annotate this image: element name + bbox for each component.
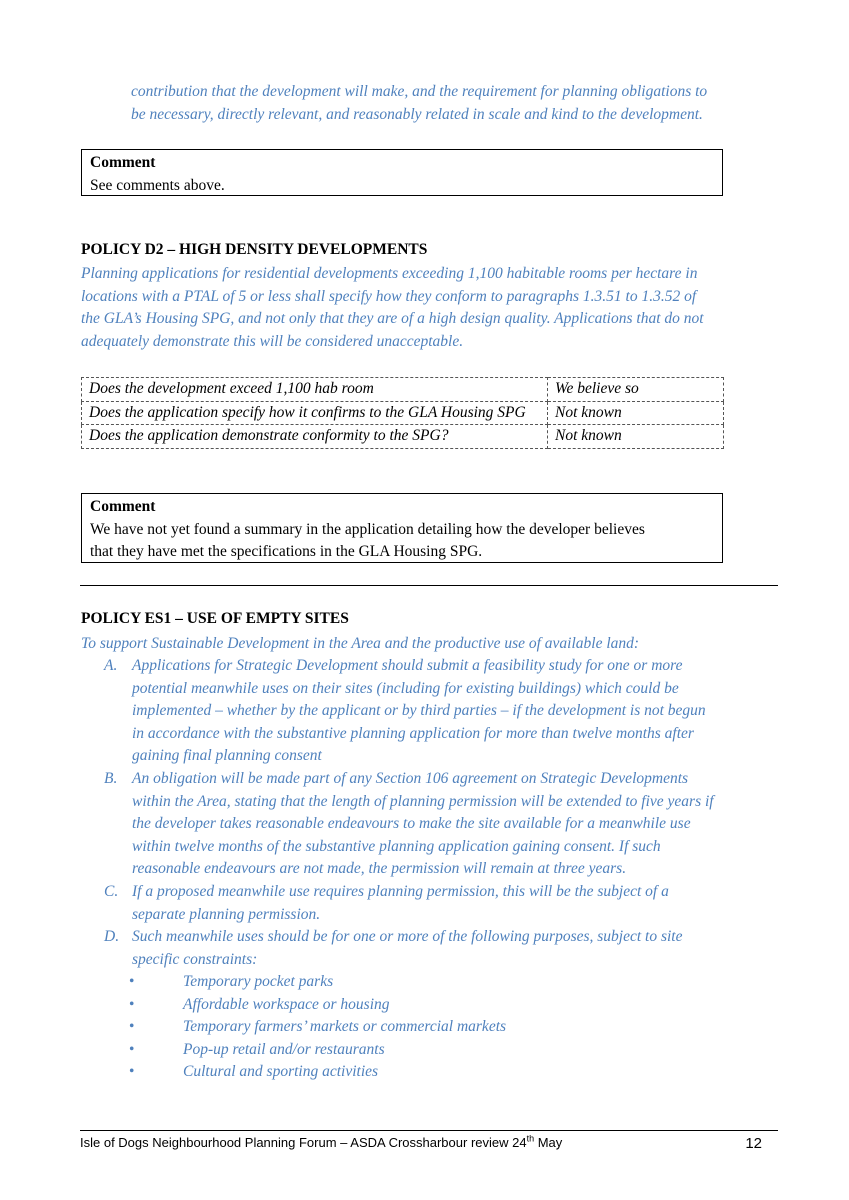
bullet-text: Affordable workspace or housing bbox=[183, 996, 390, 1013]
item-line: within the Area, stating that the length of planning permission will be extended to five years if bbox=[132, 792, 714, 810]
policy-d2-text bbox=[81, 263, 801, 353]
bullet-text: Temporary farmers’ markets or commercial markets bbox=[183, 1018, 507, 1035]
item-line: implemented – whether by the applicant or by third parties – if the development is not begun bbox=[132, 702, 706, 720]
item-line: specific constraints: bbox=[132, 950, 258, 968]
section-divider bbox=[80, 585, 778, 586]
table-question: Does the application demonstrate conformity to the SPG? bbox=[82, 425, 548, 449]
comment-text: that they have met the specifications in the GLA Housing SPG. bbox=[90, 543, 483, 561]
item-line: gaining final planning consent bbox=[132, 747, 322, 765]
item-line: the developer takes reasonable endeavours to make the site available for a meanwhile use bbox=[132, 815, 691, 833]
bullet-text: Cultural and sporting activities bbox=[183, 1063, 379, 1080]
list-letter: B. bbox=[104, 770, 118, 787]
table-row bbox=[82, 378, 724, 402]
bullet-icon: • bbox=[129, 1041, 135, 1058]
policy-line: adequately demonstrate this will be considered unacceptable. bbox=[81, 332, 464, 350]
item-line: reasonable endeavours are not made, the permission will remain at three years. bbox=[132, 860, 627, 878]
list-letter: D. bbox=[104, 928, 120, 945]
footer-month: May bbox=[534, 1135, 563, 1150]
bullet-icon: • bbox=[129, 1018, 135, 1035]
item-line: An obligation will be made part of any Section 106 agreement on Strategic Developments bbox=[132, 770, 689, 787]
table-row bbox=[82, 425, 724, 449]
comment-text: We have not yet found a summary in the application detailing how the developer believes bbox=[90, 520, 645, 538]
page-number: 12 bbox=[745, 1135, 762, 1152]
policy-es1-heading: POLICY ES1 – USE OF EMPTY SITES bbox=[81, 610, 349, 627]
policy-line: locations with a PTAL of 5 or less shall specify how they conform to paragraphs 1.3.51 to 1.3.52 of bbox=[81, 287, 697, 305]
table-question: Does the application specify how it confirms to the GLA Housing SPG bbox=[82, 401, 548, 425]
table-row bbox=[82, 401, 724, 425]
bullet-text: Temporary pocket parks bbox=[183, 973, 334, 990]
item-line: within twelve months of the substantive planning application gaining consent. If such bbox=[132, 837, 661, 855]
policy-d2-heading: POLICY D2 – HIGH DENSITY DEVELOPMENTS bbox=[81, 241, 428, 258]
intro-line: be necessary, directly relevant, and reasonably related in scale and kind to the development. bbox=[131, 105, 703, 123]
footer-text bbox=[80, 1135, 562, 1150]
policy-line: Planning applications for residential developments exceeding 1,100 habitable rooms per hectare in bbox=[81, 265, 698, 282]
policy-line: the GLA’s Housing SPG, and not only that they are of a high design quality. Applications that do not bbox=[81, 310, 704, 328]
comment-text: See comments above. bbox=[90, 176, 225, 194]
item-line: Applications for Strategic Development should submit a feasibility study for one or more bbox=[132, 657, 683, 674]
item-line: Such meanwhile uses should be for one or more of the following purposes, subject to site bbox=[132, 928, 683, 945]
item-line: in accordance with the substantive planning application for more than twelve months after bbox=[132, 724, 694, 742]
table-answer: Not known bbox=[548, 401, 724, 425]
bullet-icon: • bbox=[129, 1063, 135, 1080]
comment-title: Comment bbox=[90, 154, 156, 171]
bullet-text: Pop-up retail and/or restaurants bbox=[183, 1041, 385, 1058]
list-letter: A. bbox=[104, 657, 118, 674]
item-line: potential meanwhile uses on their sites (including for existing buildings) which could be bbox=[132, 679, 679, 697]
comment-box bbox=[81, 149, 723, 196]
footer-ordinal: th bbox=[526, 1133, 535, 1144]
assessment-table bbox=[81, 377, 724, 449]
comment-box bbox=[81, 493, 723, 563]
footer-title: Isle of Dogs Neighbourhood Planning Forum – ASDA Crossharbour review 24 bbox=[80, 1135, 527, 1150]
item-line: separate planning permission. bbox=[132, 905, 321, 923]
page-footer bbox=[80, 1130, 778, 1152]
item-line: If a proposed meanwhile use requires planning permission, this will be the subject of a bbox=[132, 883, 669, 900]
table-answer: Not known bbox=[548, 425, 724, 449]
list-letter: C. bbox=[104, 883, 119, 900]
table-answer: We believe so bbox=[548, 378, 724, 402]
intro-paragraph bbox=[131, 81, 811, 126]
intro-line: contribution that the development will make, and the requirement for planning obligations to bbox=[131, 83, 708, 100]
comment-title: Comment bbox=[90, 498, 156, 515]
table-question: Does the development exceed 1,100 hab room bbox=[82, 378, 548, 402]
bullet-icon: • bbox=[129, 973, 135, 990]
policy-es1-intro: To support Sustainable Development in the Area and the productive use of available land: bbox=[81, 635, 640, 652]
bullet-icon: • bbox=[129, 996, 135, 1013]
